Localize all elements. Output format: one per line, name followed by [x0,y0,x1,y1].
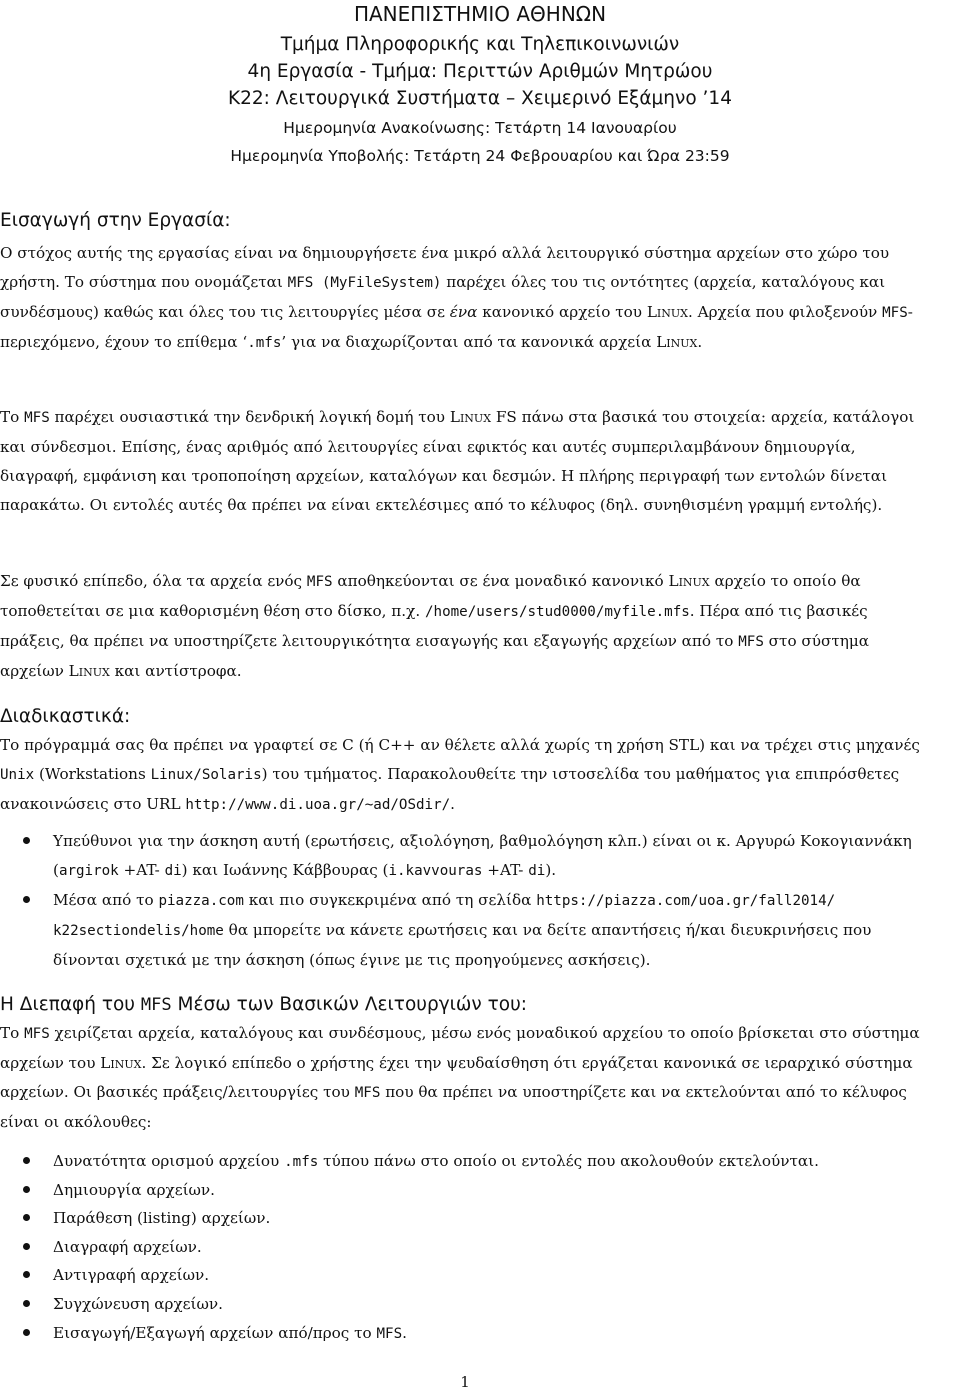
department-name: Τμήμα Πληροφορικής και Τηλεπικοινωνιών [280,34,680,55]
bullet-icon [23,1243,30,1250]
piazza-link[interactable]: piazza.com [158,893,244,909]
list-item: Μέσα από το piazza.com και πιο συγκεκριμένα από τη σελίδα https://piazza.com/uoa.gr/fall2014/ k22sectiondelis/home θα μπορείτε να κάνετε ερωτήσεις και να δείτε απαντήσεις ή/και διευκρινήσεις που δίνονται σχετικά με την άσκηση (όπως έγινε με τις προηγούμενες ασκήσεις). [0,886,930,975]
assignment-title: 4η Εργασία - Τμήμα: Περιττών Αριθμών Μητρώου [247,61,713,82]
announcement-date: Ημερομηνία Ανακοίνωσης: Τετάρτη 14 Ιανουαρίου [283,119,677,137]
interface-paragraph: Το MFS χειρίζεται αρχεία, καταλόγους και συνδέσμους, μέσω ενός μοναδικού αρχείου το οποίο βρίσκεται στο σύστημα αρχείων του Linux. Σε λογικό επίπεδο ο χρήστης έχει την ψευδαίσθηση ότι εργάζεται κανονικά σε ιεραρχικό σύστημα αρχείων. Οι βασικές πράξεις/λειτουργίες του MFS που θα πρέπει να υποστηρίζετε και να εκτελούνται από το κέλυφος είναι οι ακόλουθες: [0,1024,920,1131]
list-item: Δημιουργία αρχείων. [0,1176,930,1205]
bullet-icon [23,896,30,903]
bullet-icon [23,1271,30,1278]
course-title: Κ22: Λειτουργικά Συστήματα – Χειμερινό Εξάμηνο ’14 [228,88,732,109]
page-number: 1 [460,1373,470,1391]
procedure-heading: Διαδικαστικά: [0,706,131,727]
procedure-list [0,827,930,975]
procedure-paragraph: Το πρόγραμμά σας θα πρέπει να γραφτεί σε C (ή C++ αν θέλετε αλλά χωρίς τη χρήση STL) και να τρέχει στις μηχανές Unix (Workstations Linux/Solaris) του τμήματος. Παρακολουθείτε την ιστοσελίδα του μαθήματος για επιπρόσθετες ανακοινώσεις στο URL http://www.di.uoa.gr/~ad/OSdir/. [0,736,920,813]
piazza-page-link[interactable]: https://piazza.com/uoa.gr/fall2014/ k22sectiondelis/home [53,893,836,939]
interface-heading: Η Διεπαφή του MFS Μέσω των Βασικών Λειτουργιών του: [0,994,528,1015]
list-item: Δυνατότητα ορισμού αρχείου .mfs τύπου πάνω στο οποίο οι εντολές που ακολουθούν εκτελούνται. [0,1147,930,1176]
bullet-icon [23,1214,30,1221]
intro-paragraph-1: Ο στόχος αυτής της εργασίας είναι να δημιουργήσετε ένα μικρό αλλά λειτουργικό σύστημα αρχείων στο χώρο του χρήστη. Το σύστημα που ονομάζεται MFS (MyFileSystem) παρέχει όλες του τις οντότητες (αρχεία, καταλόγους και συνδέσμους) καθώς και όλες του τις λειτουργίες μέσα σε ένα κανονικό αρχείο του Linux. Αρχεία που φιλοξενούν MFS-περιεχόμενο, έχουν το επίθεμα ‘.mfs’ για να διαχωρίζονται από τα κανονικά αρχεία Linux. [0,244,913,351]
submission-date: Ημερομηνία Υποβολής: Τετάρτη 24 Φεβρουαρίου και Ώρα 23:59 [230,147,730,165]
bullet-icon [23,1329,30,1336]
bullet-icon [23,1300,30,1307]
intro-paragraph-3: Σε φυσικό επίπεδο, όλα τα αρχεία ενός MFS αποθηκεύονται σε ένα μοναδικό κανονικό Linux αρχείο το οποίο θα τοποθετείται σε μια καθορισμένη θέση στο δίσκο, π.χ. /home/users/stud0000/myfile.mfs. Πέρα από τις βασικές πράξεις, θα πρέπει να υποστηρίζετε λειτουργικότητα εισαγωγής και εξαγωγής αρχείων από το MFS στο σύστημα αρχείων Linux και αντίστροφα. [0,572,870,680]
list-item: Παράθεση (listing) αρχείων. [0,1204,930,1233]
bullet-icon [23,1186,30,1193]
operations-list [0,1147,930,1347]
bullet-icon [23,837,30,844]
list-item: Υπεύθυνοι για την άσκηση αυτή (ερωτήσεις, αξιολόγηση, βαθμολόγηση κλπ.) είναι οι κ. Αργυρώ Κοκογιαννάκη (argirok +AT- di) και Ιωάννης Κάββουρας (i.kavvouras +AT- di). [0,827,930,886]
list-item: Συγχώνευση αρχείων. [0,1290,930,1319]
list-item: Διαγραφή αρχείων. [0,1233,930,1262]
intro-paragraph-2: Το MFS παρέχει ουσιαστικά την δενδρική λογική δομή του Linux FS πάνω στα βασικά του στοιχεία: αρχεία, κατάλογοι και σύνδεσμοι. Επίσης, ένας αριθμός από λειτουργίες είναι εφικτός και αυτές συμπεριλαμβάνουν δημιουργία, διαγραφή, εμφάνιση και τροποποίηση αρχείων, καταλόγων και δεσμών. Η πλήρης περιγραφή των εντολών δίνεται παρακάτω. Οι εντολές αυτές θα πρέπει να είναι εκτελέσιμες από το κέλυφος (δηλ. συνηθισμένη γραμμή εντολής). [0,408,915,514]
bullet-icon [23,1157,30,1164]
list-item: Εισαγωγή/Εξαγωγή αρχείων από/προς το MFS. [0,1319,930,1348]
course-url-link[interactable]: http://www.di.uoa.gr/~ad/OSdir/ [185,797,451,813]
list-item: Αντιγραφή αρχείων. [0,1261,930,1290]
university-name: ΠΑΝΕΠΙΣΤΗΜΙΟ ΑΘΗΝΩΝ [353,2,607,26]
intro-heading: Εισαγωγή στην Εργασία: [0,210,231,231]
